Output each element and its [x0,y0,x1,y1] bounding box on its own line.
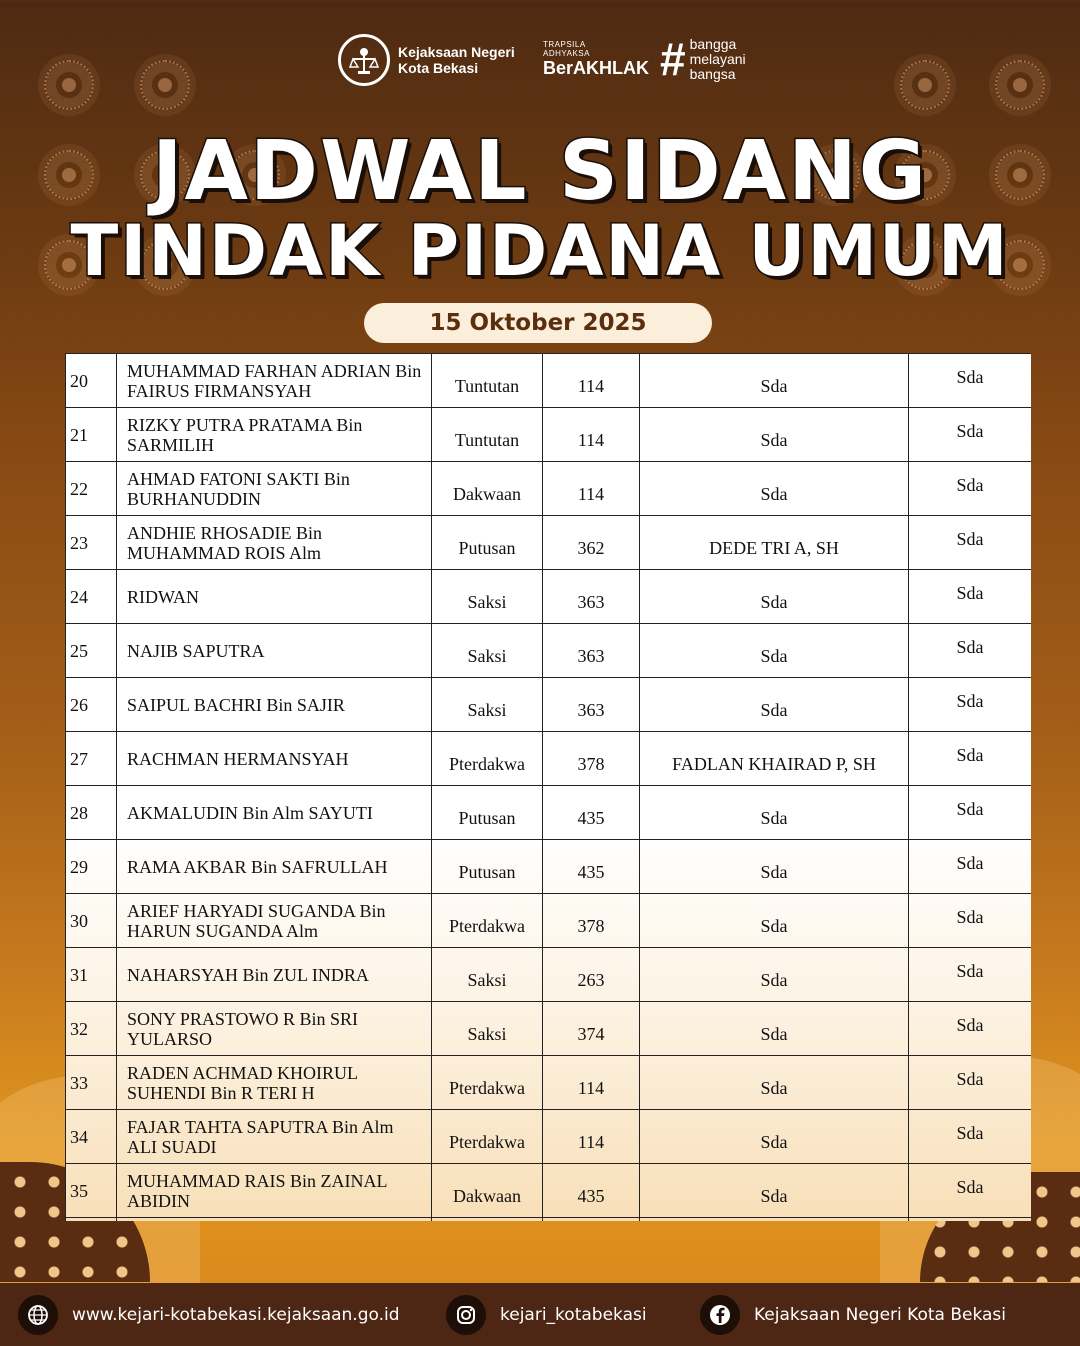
bangga-line-2: melayani [689,50,746,67]
agenda-cell: Saksi [432,624,543,678]
table-row [66,408,1032,462]
prosecutor-cell: Sda [909,354,1032,408]
instagram-handle[interactable]: kejari_kotabekasi [500,1304,647,1325]
defendant-name: ANDHIE RHOSADIE Bin MUHAMMAD ROIS Alm [117,516,432,570]
schedule-table [65,353,1031,1221]
row-number: 35 [66,1164,117,1218]
defendant-name: SAIPUL BACHRI Bin SAJIR [117,678,432,732]
room-cell: 378 [543,732,640,786]
prosecutor-cell: Sda [909,1110,1032,1164]
judge-cell: Sda [640,786,909,840]
kejaksaan-emblem-icon [338,34,390,86]
table-row [66,786,1032,840]
row-number: 29 [66,840,117,894]
logo-line-2: Kota Bekasi [398,60,479,76]
prosecutor-cell: Sda [909,678,1032,732]
defendant-name: ARIEF HARYADI SUGANDA Bin HARUN SUGANDA Alm [117,894,432,948]
row-number: 27 [66,732,117,786]
facebook-icon [700,1295,740,1335]
room-cell: 363 [543,570,640,624]
agenda-cell: Pterdakwa [432,1110,543,1164]
agenda-cell [432,1218,543,1222]
schedule-table-container [65,353,1031,1221]
prosecutor-cell: Sda [909,1164,1032,1218]
prosecutor-cell: Sda [909,732,1032,786]
defendant-name: AHMAD FATONI SAKTI Bin BURHANUDDIN [117,462,432,516]
judge-cell: Sda [640,678,909,732]
defendant-name: NAHARSYAH Bin ZUL INDRA [117,948,432,1002]
kejaksaan-logo [338,34,515,86]
defendant-name: RACHMAN HERMANSYAH [117,732,432,786]
prosecutor-cell: Sda [909,1056,1032,1110]
defendant-name: AKMALUDIN Bin Alm SAYUTI [117,786,432,840]
table-row [66,732,1032,786]
prosecutor-cell: Sda [909,624,1032,678]
bangga-line-1: bangga [689,35,737,52]
judge-cell: DEDE TRI A, SH [640,516,909,570]
room-cell [543,1218,640,1222]
room-cell: 114 [543,1110,640,1164]
agenda-cell: Tuntutan [432,354,543,408]
prosecutor-cell: Sda [909,840,1032,894]
agenda-cell: Saksi [432,570,543,624]
room-cell: 363 [543,624,640,678]
judge-cell: Sda [640,894,909,948]
logo-line-1: Kejaksaan Negeri [398,44,515,60]
footer-website[interactable] [18,1283,400,1346]
room-cell: 435 [543,840,640,894]
judge-cell: Sda [640,354,909,408]
table-row [66,948,1032,1002]
row-number: 21 [66,408,117,462]
defendant-name: FAJAR TAHTA SAPUTRA Bin Alm ALI SUADI [117,1110,432,1164]
prosecutor-cell: Sda [909,894,1032,948]
table-row [66,624,1032,678]
judge-cell: Sda [640,1056,909,1110]
berakhlak-small-2: ADHYAKSA [543,49,590,58]
bangga-melayani-logo [660,33,746,85]
row-number: 33 [66,1056,117,1110]
row-number: 26 [66,678,117,732]
defendant-name: RADEN ACHMAD KHOIRUL SUHENDI Bin R TERI H [117,1056,432,1110]
prosecutor-cell: Sda [909,408,1032,462]
table-row [66,516,1032,570]
table-row [66,894,1032,948]
row-number: 34 [66,1110,117,1164]
judge-cell: Sda [640,1164,909,1218]
berakhlak-main: BerAKHLAK [543,58,650,78]
room-cell: 263 [543,948,640,1002]
prosecutor-cell: Sda [909,462,1032,516]
footer [0,1283,1080,1346]
website-link[interactable]: www.kejari-kotabekasi.kejaksaan.go.id [72,1304,400,1325]
agenda-cell: Pterdakwa [432,894,543,948]
table-row [66,1002,1032,1056]
row-number: 32 [66,1002,117,1056]
room-cell: 435 [543,1164,640,1218]
row-number: 24 [66,570,117,624]
table-row [66,354,1032,408]
berakhlak-small-1: TRAPSILA [543,40,586,49]
defendant-name: RIDWAN [117,570,432,624]
judge-cell: Sda [640,462,909,516]
room-cell: 114 [543,408,640,462]
row-number: 23 [66,516,117,570]
bangga-line-3: bangsa [689,65,736,82]
agenda-cell: Saksi [432,1002,543,1056]
defendant-name: NAJIB SAPUTRA [117,624,432,678]
defendant-name: MUHAMMAD FARHAN ADRIAN Bin FAIRUS FIRMANSYAH [117,354,432,408]
row-number: 28 [66,786,117,840]
prosecutor-cell: Sda [909,1002,1032,1056]
prosecutor-cell: Sda [909,570,1032,624]
row-number: 25 [66,624,117,678]
agenda-cell: Pterdakwa [432,1056,543,1110]
agenda-cell: Tuntutan [432,408,543,462]
prosecutor-cell: Sda [909,516,1032,570]
instagram-icon [446,1295,486,1335]
room-cell: 374 [543,1002,640,1056]
berakhlak-logo [543,40,649,78]
table-row [66,1218,1032,1222]
agenda-cell: Putusan [432,786,543,840]
page-title-line-2: TINDAK PIDANA UMUM [70,210,1010,292]
prosecutor-cell [909,1218,1032,1222]
hashtag-icon: # [660,33,686,85]
row-number [66,1218,117,1222]
judge-cell: Sda [640,570,909,624]
table-row [66,840,1032,894]
judge-cell: FADLAN KHAIRAD P, SH [640,732,909,786]
agenda-cell: Pterdakwa [432,732,543,786]
judge-cell: Sda [640,1110,909,1164]
defendant-name [117,1218,432,1222]
agenda-cell: Saksi [432,678,543,732]
judge-cell: Sda [640,948,909,1002]
room-cell: 114 [543,462,640,516]
agenda-cell: Dakwaan [432,462,543,516]
room-cell: 114 [543,1056,640,1110]
judge-cell: Sda [640,1002,909,1056]
defendant-name: SONY PRASTOWO R Bin SRI YULARSO [117,1002,432,1056]
table-row [66,678,1032,732]
facebook-page[interactable]: Kejaksaan Negeri Kota Bekasi [754,1304,1007,1325]
table-row [66,1056,1032,1110]
agenda-cell: Saksi [432,948,543,1002]
table-row [66,1110,1032,1164]
globe-icon [18,1295,58,1335]
agenda-cell: Putusan [432,516,543,570]
table-row [66,462,1032,516]
judge-cell: Sda [640,624,909,678]
agenda-cell: Putusan [432,840,543,894]
defendant-name: MUHAMMAD RAIS Bin ZAINAL ABIDIN [117,1164,432,1218]
prosecutor-cell: Sda [909,948,1032,1002]
date-badge: 15 Oktober 2025 [364,303,712,343]
prosecutor-cell: Sda [909,786,1032,840]
room-cell: 363 [543,678,640,732]
room-cell: 114 [543,354,640,408]
defendant-name: RIZKY PUTRA PRATAMA Bin SARMILIH [117,408,432,462]
judge-cell: Sda [640,840,909,894]
row-number: 31 [66,948,117,1002]
footer-instagram[interactable] [446,1283,647,1346]
footer-facebook[interactable] [700,1283,1006,1346]
room-cell: 435 [543,786,640,840]
page-title-line-1: JADWAL SIDANG [151,124,929,219]
judge-cell: Sda [640,408,909,462]
room-cell: 362 [543,516,640,570]
judge-cell [640,1218,909,1222]
row-number: 22 [66,462,117,516]
header-logos [0,34,1080,94]
table-row [66,570,1032,624]
table-row [66,1164,1032,1218]
room-cell: 378 [543,894,640,948]
row-number: 30 [66,894,117,948]
row-number: 20 [66,354,117,408]
agenda-cell: Dakwaan [432,1164,543,1218]
defendant-name: RAMA AKBAR Bin SAFRULLAH [117,840,432,894]
